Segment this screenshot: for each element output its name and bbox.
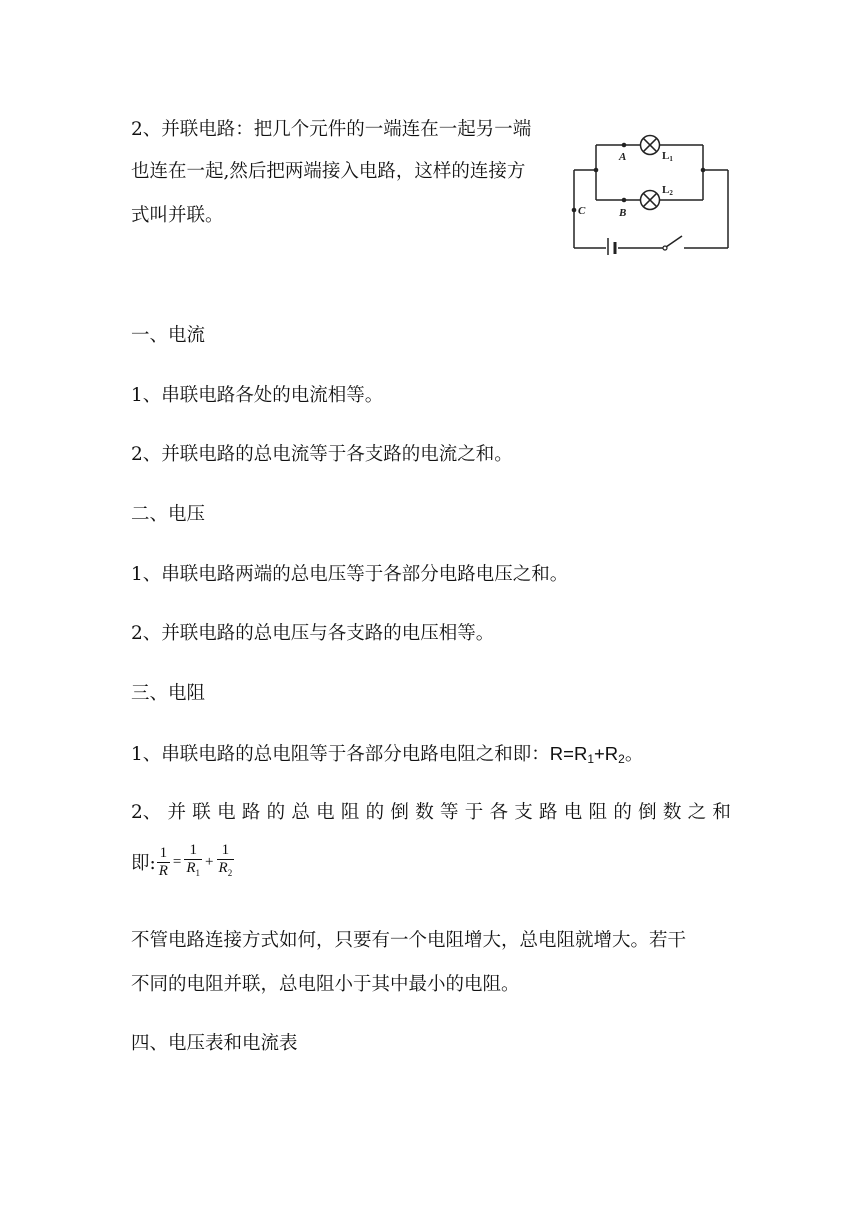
resistance-item-2-char: 之	[687, 802, 707, 823]
battery-symbol	[608, 238, 615, 255]
resistance-item-2-char: 并	[167, 802, 187, 823]
resistance-item-1: 1、串联电路的总电阻等于各部分电路电阻之和即：R=R1+R2。	[131, 743, 644, 766]
resistance-item-2	[131, 801, 731, 825]
resistance-item-2-char: 电	[316, 802, 335, 823]
voltage-item-2: 2、并联电路的总电压与各支路的电压相等。	[131, 623, 495, 644]
resistance-item-2-char: 电	[217, 802, 236, 823]
intro-line-3: 式叫并联。	[131, 205, 224, 226]
intro-line-2: 也连在一起,然后把两端接入电路，这样的连接方	[131, 161, 526, 182]
voltage-item-1: 1、串联电路两端的总电压等于各部分电路电压之和。	[131, 564, 569, 585]
lamp-l2	[641, 191, 660, 210]
resistance-item-2-char: 和	[712, 802, 731, 823]
current-item-2: 2、并联电路的总电流等于各支路的电流之和。	[131, 444, 513, 465]
resistance-item-2-char: 倒	[638, 802, 657, 823]
heading-meters: 四、电压表和电流表	[131, 1033, 298, 1054]
lamp-l1	[641, 136, 660, 155]
plus-sign: +	[205, 853, 214, 870]
series-resistance-formula: R=R1+R2	[549, 743, 625, 766]
fraction-1-over-r2: $\frac{1}{R_2}$	[217, 842, 235, 882]
resistance-item-2-char: 阻	[340, 802, 360, 823]
svg-text:L2	[662, 184, 673, 197]
parallel-circuit-diagram	[568, 130, 733, 255]
parallel-resistance-formula	[131, 842, 235, 882]
label-c: C	[578, 205, 586, 217]
resistance-item-2-char: 电	[563, 802, 583, 823]
label-l2-sub: 2	[669, 189, 673, 197]
point-b-dot	[622, 198, 627, 203]
equals-sign: =	[172, 853, 182, 870]
resistance-item-2-char: 倒	[390, 802, 409, 823]
resistance-item-2-char: 数	[415, 802, 434, 823]
resistance-item-1-text: 1、串联电路的总电阻等于各部分电路电阻之和即：	[131, 744, 550, 765]
fraction-1-over-r: $\frac{1}{R}$	[158, 844, 168, 879]
heading-voltage: 二、电压	[131, 504, 206, 525]
resistance-item-2-char: 阻	[588, 802, 608, 823]
label-a: A	[619, 151, 627, 163]
resistance-item-2-char: 各	[489, 802, 508, 823]
label-l2: L	[662, 184, 670, 196]
resistance-item-2-char: 的	[365, 802, 385, 823]
switch-symbol	[663, 236, 682, 250]
resistance-item-2-char: 2、	[131, 802, 162, 823]
resistance-item-2-char: 数	[662, 802, 682, 823]
junction-left-dot	[594, 168, 599, 173]
label-l1: L	[662, 150, 670, 162]
note-line-2: 不同的电阻并联，总电阻小于其中最小的电阻。	[131, 974, 520, 995]
point-a-dot	[622, 143, 627, 148]
point-c-dot	[572, 208, 577, 213]
note-line-1: 不管电路连接方式如何，只要有一个电阻增大，总电阻就增大。若干	[131, 930, 687, 951]
resistance-item-2-char: 总	[291, 802, 310, 823]
intro-line-1: 2、并联电路：把几个元件的一端连在一起另一端	[131, 119, 532, 140]
resistance-item-2-char: 于	[464, 802, 484, 823]
resistance-item-2-char: 的	[266, 802, 286, 823]
formula-prefix: 即:	[131, 853, 156, 874]
junction-right-dot	[701, 168, 706, 173]
svg-text:L1	[662, 150, 673, 163]
heading-current: 一、电流	[131, 325, 206, 346]
fraction-1-over-r1: $\frac{1}{R_1}$	[184, 842, 202, 882]
resistance-item-2-char: 支	[514, 802, 533, 823]
label-l1-sub: 1	[669, 155, 673, 163]
resistance-item-2-char: 路	[241, 802, 261, 823]
resistance-item-2-char: 的	[613, 802, 632, 823]
label-b: B	[619, 207, 627, 219]
heading-resistance: 三、电阻	[131, 683, 206, 704]
resistance-item-2-char: 路	[539, 802, 558, 823]
resistance-item-2-char: 联	[192, 802, 211, 823]
current-item-1: 1、串联电路各处的电流相等。	[131, 385, 384, 406]
resistance-item-2-char: 等	[439, 802, 459, 823]
